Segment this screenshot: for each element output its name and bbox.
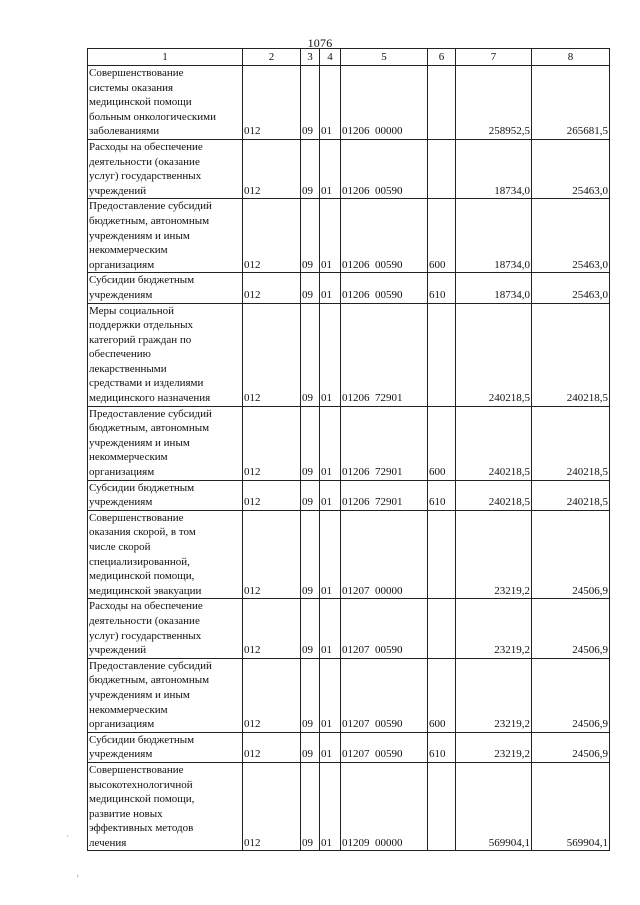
- header-row: [88, 49, 610, 66]
- cell-subsection: 01: [320, 139, 341, 198]
- table-row: [88, 66, 610, 140]
- cell-grbs: 012: [243, 658, 301, 732]
- table-row: [88, 480, 610, 510]
- cell-section: 09: [301, 510, 320, 599]
- cell-amount-2: 569904,1: [532, 762, 610, 851]
- row-name: Расходы на обеспечение деятельности (оказание услуг) государственных учреждений: [88, 599, 243, 658]
- cell-grbs: 012: [243, 303, 301, 406]
- cell-grbs: 012: [243, 762, 301, 851]
- row-name: Предоставление субсидий бюджетным, автономным учреждениям и иным некоммерческим организациям: [88, 406, 243, 480]
- cell-amount-1: 240218,5: [456, 303, 532, 406]
- cell-amount-2: 25463,0: [532, 139, 610, 198]
- cell-expense-type: 610: [428, 480, 456, 510]
- cell-target-article: 01207 00000: [341, 510, 428, 599]
- row-name: Совершенствование системы оказания медицинской помощи больным онкологическими заболеваниями: [88, 66, 243, 140]
- row-name: Совершенствование высокотехнологичной медицинской помощи, развитие новых эффективных методов лечения: [88, 762, 243, 851]
- cell-amount-2: 24506,9: [532, 658, 610, 732]
- row-name: Совершенствование оказания скорой, в том числе скорой специализированной, медицинской помощи, медицинской эвакуации: [88, 510, 243, 599]
- column-header: 8: [532, 49, 610, 66]
- row-name: Субсидии бюджетным учреждениям: [88, 273, 243, 303]
- cell-expense-type: [428, 66, 456, 140]
- cell-amount-1: 18734,0: [456, 139, 532, 198]
- cell-expense-type: 600: [428, 199, 456, 273]
- cell-amount-2: 24506,9: [532, 732, 610, 762]
- table-row: [88, 732, 610, 762]
- cell-amount-2: 240218,5: [532, 303, 610, 406]
- column-header: 2: [243, 49, 301, 66]
- cell-subsection: 01: [320, 510, 341, 599]
- table-row: [88, 199, 610, 273]
- cell-expense-type: 600: [428, 658, 456, 732]
- cell-target-article: 01206 00590: [341, 273, 428, 303]
- cell-grbs: 012: [243, 732, 301, 762]
- cell-amount-2: 240218,5: [532, 406, 610, 480]
- cell-section: 09: [301, 273, 320, 303]
- cell-subsection: 01: [320, 658, 341, 732]
- cell-target-article: 01206 00590: [341, 139, 428, 198]
- cell-section: 09: [301, 406, 320, 480]
- table-header: [88, 49, 610, 66]
- cell-grbs: 012: [243, 510, 301, 599]
- cell-amount-1: 18734,0: [456, 199, 532, 273]
- column-header: 6: [428, 49, 456, 66]
- cell-amount-1: 240218,5: [456, 480, 532, 510]
- cell-expense-type: [428, 139, 456, 198]
- column-header: 5: [341, 49, 428, 66]
- cell-subsection: 01: [320, 273, 341, 303]
- table-row: [88, 273, 610, 303]
- table-row: [88, 303, 610, 406]
- scan-artifact: `: [66, 835, 70, 846]
- row-name: Субсидии бюджетным учреждениям: [88, 732, 243, 762]
- cell-expense-type: [428, 599, 456, 658]
- row-name: Субсидии бюджетным учреждениям: [88, 480, 243, 510]
- cell-subsection: 01: [320, 599, 341, 658]
- cell-amount-1: 23219,2: [456, 510, 532, 599]
- cell-subsection: 01: [320, 762, 341, 851]
- cell-target-article: 01209 00000: [341, 762, 428, 851]
- cell-subsection: 01: [320, 303, 341, 406]
- row-name: Предоставление субсидий бюджетным, автономным учреждениям и иным некоммерческим организациям: [88, 199, 243, 273]
- cell-section: 09: [301, 762, 320, 851]
- cell-amount-1: 23219,2: [456, 658, 532, 732]
- column-header: 7: [456, 49, 532, 66]
- cell-amount-1: 23219,2: [456, 732, 532, 762]
- cell-expense-type: 600: [428, 406, 456, 480]
- cell-subsection: 01: [320, 480, 341, 510]
- table-row: [88, 658, 610, 732]
- cell-grbs: 012: [243, 480, 301, 510]
- table-row: [88, 599, 610, 658]
- cell-subsection: 01: [320, 732, 341, 762]
- cell-grbs: 012: [243, 199, 301, 273]
- cell-amount-2: 25463,0: [532, 199, 610, 273]
- cell-target-article: 01206 72901: [341, 480, 428, 510]
- cell-section: 09: [301, 599, 320, 658]
- row-name: Предоставление субсидий бюджетным, автономным учреждениям и иным некоммерческим организациям: [88, 658, 243, 732]
- cell-amount-2: 240218,5: [532, 480, 610, 510]
- budget-table: [87, 48, 610, 851]
- cell-grbs: 012: [243, 406, 301, 480]
- cell-grbs: 012: [243, 599, 301, 658]
- cell-amount-1: 569904,1: [456, 762, 532, 851]
- cell-section: 09: [301, 139, 320, 198]
- column-header: 4: [320, 49, 341, 66]
- cell-section: 09: [301, 732, 320, 762]
- cell-target-article: 01207 00590: [341, 599, 428, 658]
- cell-target-article: 01206 72901: [341, 406, 428, 480]
- cell-amount-1: 258952,5: [456, 66, 532, 140]
- cell-section: 09: [301, 658, 320, 732]
- cell-section: 09: [301, 66, 320, 140]
- table-row: [88, 510, 610, 599]
- cell-expense-type: 610: [428, 732, 456, 762]
- cell-expense-type: [428, 510, 456, 599]
- cell-expense-type: [428, 303, 456, 406]
- cell-target-article: 01206 00000: [341, 66, 428, 140]
- cell-amount-1: 18734,0: [456, 273, 532, 303]
- cell-amount-2: 24506,9: [532, 599, 610, 658]
- cell-grbs: 012: [243, 273, 301, 303]
- cell-target-article: 01206 72901: [341, 303, 428, 406]
- table-row: [88, 139, 610, 198]
- column-header: 1: [88, 49, 243, 66]
- cell-expense-type: 610: [428, 273, 456, 303]
- column-header: 3: [301, 49, 320, 66]
- cell-target-article: 01207 00590: [341, 658, 428, 732]
- cell-grbs: 012: [243, 66, 301, 140]
- cell-subsection: 01: [320, 199, 341, 273]
- cell-section: 09: [301, 199, 320, 273]
- cell-subsection: 01: [320, 406, 341, 480]
- cell-target-article: 01207 00590: [341, 732, 428, 762]
- cell-grbs: 012: [243, 139, 301, 198]
- row-name: Расходы на обеспечение деятельности (оказание услуг) государственных учреждений: [88, 139, 243, 198]
- row-name: Меры социальной поддержки отдельных категорий граждан по обеспечению лекарственными средствами и изделиями медицинского назначения: [88, 303, 243, 406]
- cell-amount-2: 24506,9: [532, 510, 610, 599]
- scan-artifact: ‚: [76, 868, 80, 879]
- cell-target-article: 01206 00590: [341, 199, 428, 273]
- cell-amount-1: 23219,2: [456, 599, 532, 658]
- cell-amount-2: 25463,0: [532, 273, 610, 303]
- page-number: 1076: [307, 36, 333, 50]
- cell-amount-1: 240218,5: [456, 406, 532, 480]
- cell-section: 09: [301, 303, 320, 406]
- cell-expense-type: [428, 762, 456, 851]
- cell-amount-2: 265681,5: [532, 66, 610, 140]
- table-row: [88, 406, 610, 480]
- table-row: [88, 762, 610, 851]
- cell-subsection: 01: [320, 66, 341, 140]
- cell-section: 09: [301, 480, 320, 510]
- table-body: [88, 66, 610, 851]
